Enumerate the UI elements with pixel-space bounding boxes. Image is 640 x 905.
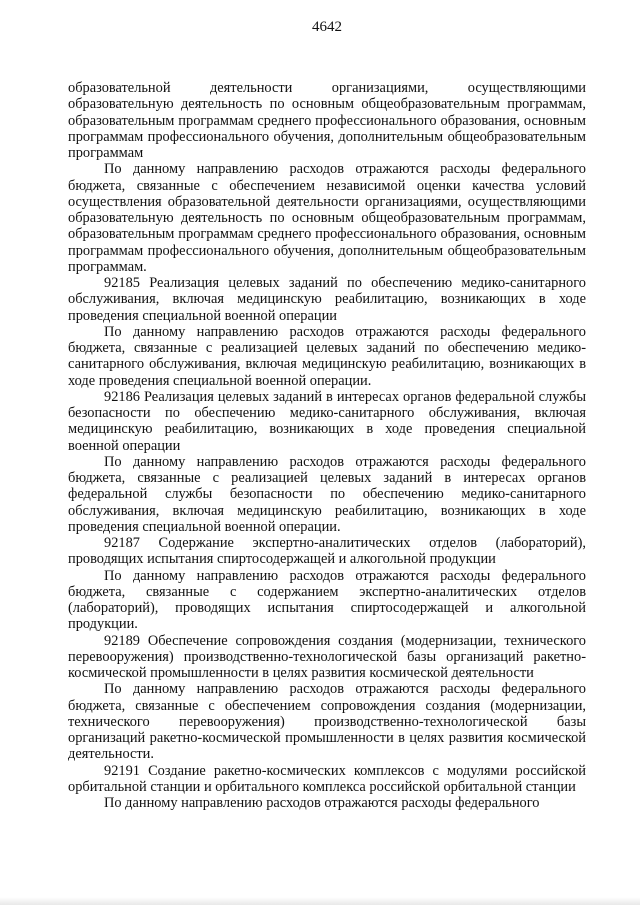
paragraph: По данному направлению расходов отражаются расходы федерального [104, 795, 540, 811]
section-heading: 92191 Создание ракетно-космических комплексов с модулями российской орбитальной станции и орбитального комплекса российской орбитальной станции [68, 762, 586, 795]
section-heading: 92185 Реализация целевых заданий по обеспечению медико-санитарного обслуживания, включая медицинскую реабилитацию, возникающих в ходе проведения специальной военной операции [68, 275, 586, 324]
paragraph: образовательной деятельности организациями, осуществляющими образовательную деятельность по основным общеобразовательным программам, образовательным программам среднего профессионального образования, основным программам профессионального обучения, дополнительным общеобразовательным программам [68, 80, 586, 161]
paragraph: По данному направлению расходов отражаются расходы федерального бюджета, связанные с обеспечением независимой оценки качества условий осуществления образовательной деятельности организациями, осуществляющими образовательную деятельность по основным общеобразовательным программам, образовательным программам среднего профессионального образования, основным программам профессионального обучения, дополнительным общеобразовательным программам. [68, 161, 586, 275]
section-heading: 92186 Реализация целевых заданий в интересах органов федеральной службы безопасности по обеспечению медико-санитарного обслуживания, включая медицинскую реабилитацию, возникающих в ходе проведения специальной военной операции [68, 388, 586, 454]
paragraph: По данному направлению расходов отражаются расходы федерального бюджета, связанные с обеспечением сопровождения создания (модернизации, технического перевооружения) производственно-технологической базы организаций ракетно-космической промышленности в целях развития космической деятельности. [68, 681, 586, 763]
paragraph: По данному направлению расходов отражаются расходы федерального бюджета, связанные с содержанием экспертно-аналитических отделов (лабораторий), проводящих испытания спиртосодержащей и алкогольной продукции. [68, 567, 586, 633]
section-heading: 92187 Содержание экспертно-аналитических отделов (лабораторий), проводящих испытания спиртосодержащей и алкогольной продукции [68, 535, 586, 568]
document-body [68, 80, 586, 811]
paragraph: По данному направлению расходов отражаются расходы федерального бюджета, связанные с реализацией целевых заданий по обеспечению медико-санитарного обслуживания, включая медицинскую реабилитацию, возникающих в ходе проведения специальной военной операции. [68, 323, 586, 389]
scan-bottom-edge [0, 897, 640, 905]
page-number: 4642 [312, 19, 342, 35]
section-heading: 92189 Обеспечение сопровождения создания (модернизации, технического перевооружения) производственно-технологической базы организаций ракетно-космической промышленности в целях развития космической деятельности [68, 632, 586, 681]
paragraph: По данному направлению расходов отражаются расходы федерального бюджета, связанные с реализацией целевых заданий в интересах органов федеральной службы безопасности по обеспечению медико-санитарного обслуживания, включая медицинскую реабилитацию, возникающих в ходе проведения специальной военной операции. [68, 453, 586, 535]
